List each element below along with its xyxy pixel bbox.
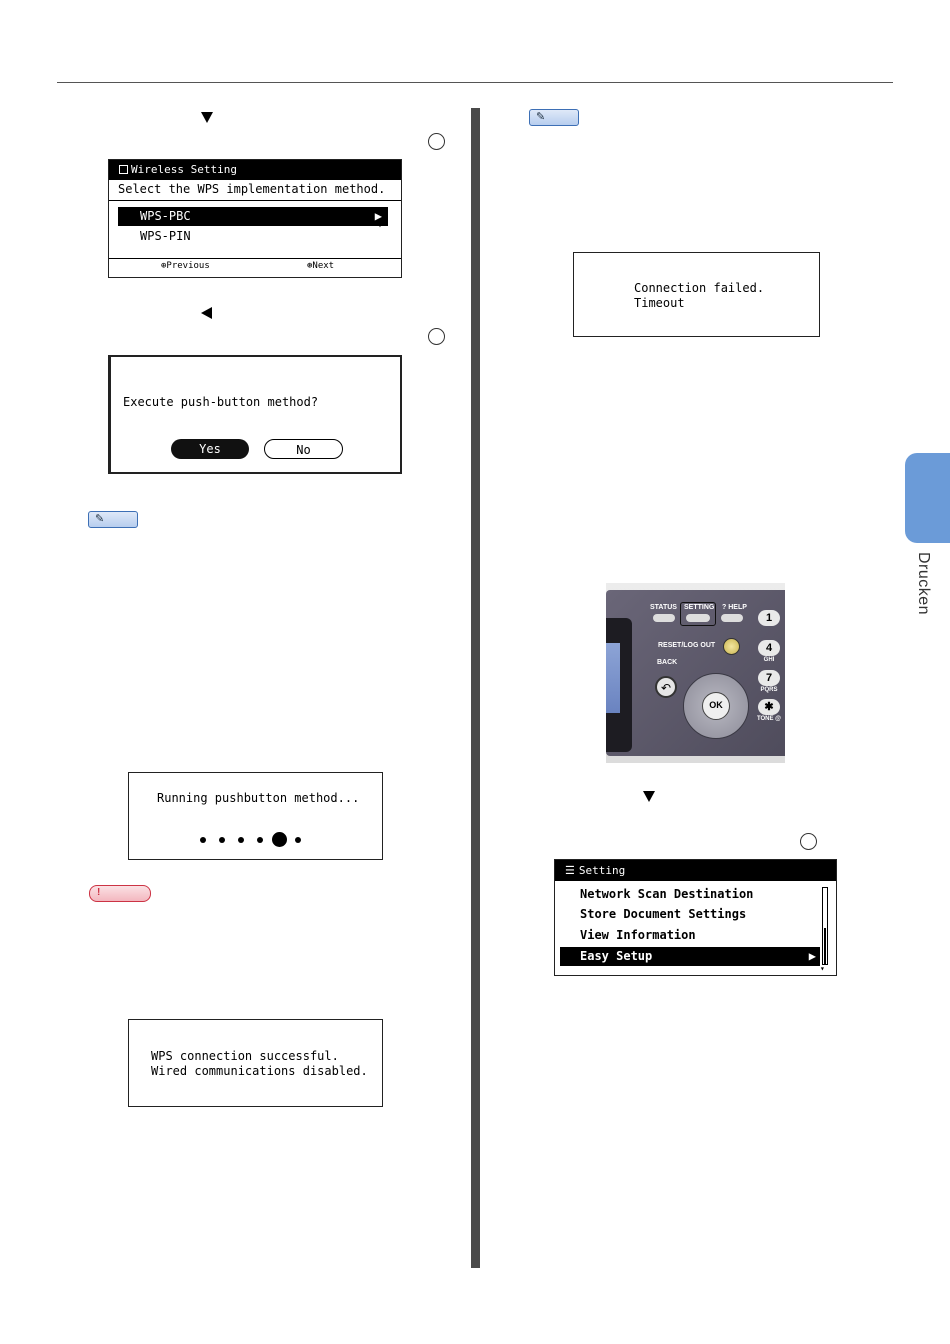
back-key-icon: ⊕ [161, 261, 167, 271]
lcd-header [109, 160, 401, 180]
scrollbar-thumb[interactable] [824, 928, 826, 964]
memo-badge [529, 109, 579, 126]
down-arrow-icon [201, 112, 213, 123]
lcd-running [128, 772, 383, 860]
chapter-tab-label: Drucken [915, 552, 932, 616]
scrollbar-track[interactable] [822, 887, 828, 965]
back-button[interactable] [655, 676, 677, 698]
memo-badge [88, 511, 138, 528]
progress-dot [257, 837, 263, 843]
execute-question: Execute push-button method? [123, 395, 319, 409]
help-button[interactable] [721, 614, 743, 622]
progress-dot [238, 837, 244, 843]
left-arrow-icon [201, 307, 212, 319]
step-circle-icon [428, 328, 445, 345]
failed-line-1: Connection failed. [634, 281, 765, 295]
back-label: BACK [657, 659, 678, 666]
status-button[interactable] [653, 614, 675, 622]
right-arrow-icon: ▶ [808, 949, 816, 963]
lcd-header [555, 860, 836, 881]
option-wps-pin[interactable]: WPS-PIN [140, 229, 191, 243]
key-star[interactable]: ✱ [758, 699, 780, 715]
key-4[interactable]: 4 [758, 640, 780, 656]
exclamation-icon: ! [97, 887, 101, 898]
lcd-footer-separator [109, 258, 401, 259]
setting-button[interactable] [686, 614, 710, 622]
key-star-letters: TONE @ [756, 716, 782, 722]
menu-item-store-document-settings[interactable]: Store Document Settings [580, 907, 747, 921]
progress-dot-active [272, 832, 287, 847]
running-text: Running pushbutton method... [157, 791, 360, 805]
pencil-icon: ✎ [536, 111, 546, 123]
failed-line-2: Timeout [634, 296, 685, 310]
step-circle-icon [428, 133, 445, 150]
yes-button[interactable]: Yes [171, 439, 249, 459]
menu-item-easy-setup[interactable] [560, 947, 820, 966]
progress-dot [219, 837, 225, 843]
wireless-icon [119, 165, 128, 174]
no-button[interactable]: No [264, 439, 343, 459]
setting-icon: ☰ [565, 864, 575, 877]
key-1[interactable]: 1 [758, 610, 780, 626]
reset-label: RESET/LOG OUT [658, 642, 716, 649]
footer-previous-label: Previous [166, 261, 210, 271]
lcd-separator [109, 200, 401, 201]
failed-message [634, 281, 764, 311]
ok-key-icon: ⊛ [307, 261, 313, 271]
lcd-display [606, 643, 620, 713]
menu-item-easy-setup-label: Easy Setup [580, 949, 653, 963]
progress-dot [200, 837, 206, 843]
success-message [151, 1049, 368, 1079]
lcd-header-title: Setting [578, 864, 626, 877]
note-badge [89, 885, 151, 902]
chapter-tab [905, 453, 950, 543]
footer-next-label: Next [312, 261, 335, 271]
lcd-execute [108, 355, 402, 474]
step-circle-icon [800, 833, 817, 850]
right-arrow-icon: ▶ [374, 209, 382, 223]
scroll-down-icon: ▾ [377, 220, 384, 231]
lcd-header-title: Wireless Setting [131, 163, 237, 176]
ok-button[interactable]: OK [702, 692, 730, 720]
pencil-icon: ✎ [95, 513, 105, 525]
footer-next[interactable] [307, 261, 334, 271]
header-rule [57, 82, 893, 83]
lcd-success [128, 1019, 383, 1107]
down-arrow-icon [643, 791, 655, 802]
menu-item-network-scan-destination[interactable]: Network Scan Destination [580, 887, 754, 901]
option-wps-pbc: WPS-PBC [140, 209, 191, 223]
footer-previous[interactable] [161, 261, 210, 271]
status-label: STATUS [650, 604, 677, 611]
help-label: ? HELP [722, 604, 747, 611]
key-7[interactable]: 7 [758, 670, 780, 686]
success-line-1: WPS connection successful. [151, 1049, 339, 1063]
setting-label: SETTING [684, 604, 715, 611]
menu-item-view-information[interactable]: View Information [580, 928, 696, 942]
key-7-letters: PQRS [760, 687, 778, 693]
lcd-option-selected[interactable] [118, 207, 388, 226]
key-4-letters: GHI [763, 657, 775, 663]
back-arrow-icon: ↶ [660, 681, 672, 695]
scroll-down-icon: ▾ [820, 964, 825, 973]
reset-button[interactable] [723, 638, 740, 655]
lcd-failed [573, 252, 820, 337]
lcd-prompt: Select the WPS implementation method. [118, 182, 386, 196]
column-divider [471, 108, 480, 1268]
control-panel-photo [606, 583, 785, 763]
lcd-wps-select [108, 159, 402, 278]
progress-dot [295, 837, 301, 843]
success-line-2: Wired communications disabled. [151, 1064, 368, 1078]
lcd-setting-menu [554, 859, 837, 976]
